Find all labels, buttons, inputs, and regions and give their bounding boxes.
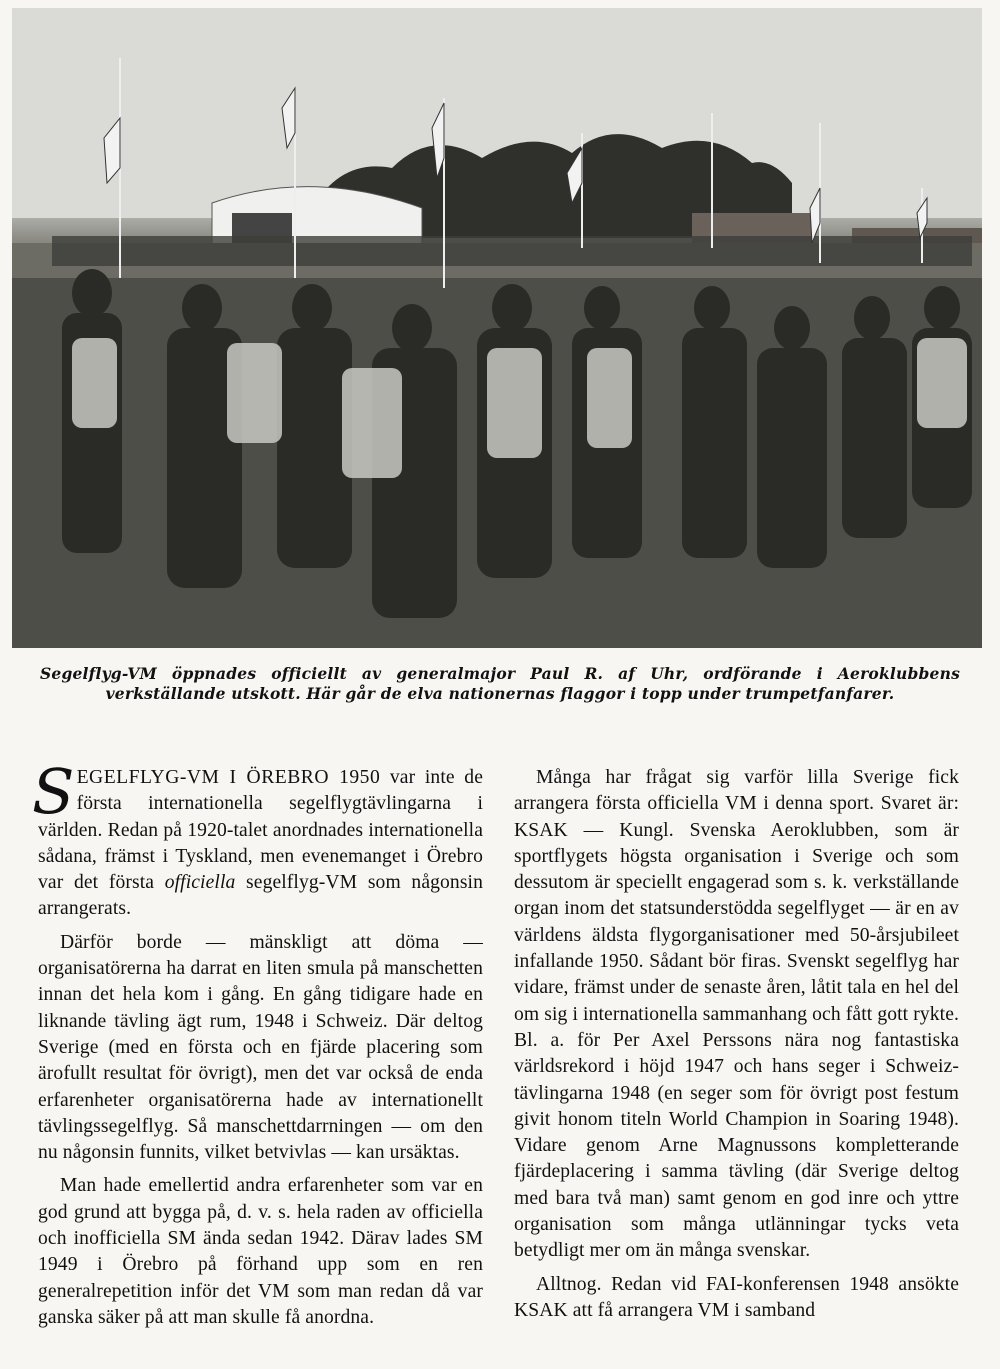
article-column-left bbox=[32, 755, 483, 1338]
drop-cap: S bbox=[32, 755, 75, 828]
article-paragraph-3: Man hade emellertid andra erfarenheter som var en god grund att bygga på, d. v. s. hela raden av officiella och inofficiella SM ända sedan 1942. Därav lades SM 1949 i Örebro på förhand upp som en ren generalrepetition inför det VM som man redan då var ganska säker på att man skulle få anordna. bbox=[38, 1175, 483, 1328]
article-paragraph-4: Många har frågat sig varför lilla Sverige fick arrangera första officiella VM i denna sport. Svaret är: KSAK — Kungl. Svenska Aeroklubben, som är sportflygets högsta organisation i Sverige och som dessutom är speciellt engagerad som s. k. verkställande organ inom det statsunderstödda segelflyget — är en av världens äldsta flygorganisationer med 50-årsjubileet infallande 1950. Sådant bör firas. Svenskt segelflyg har vidare, främst under de senaste åren, låtit tala en hel del om sig i internationella sammanhang och fått gott rykte. Bl. a. för Per Axel Perssons nära nog fantastiska världsrekord i höjd 1947 och hans seger i Schweiz-tävlingarna 1948 (en seger som för övrigt post festum givit honom titeln World Champion in Soaring 1948). Vidare genom Arne Magnussons kompletterande fjärdeplacering i samma tävling (där Sverige deltog med bara två man) samt genom en god inre och yttre organisation som många utlänningar tycks veta betydligt mer om än många svenskar. bbox=[514, 767, 959, 1262]
article-paragraph-5: Alltnog. Redan vid FAI-konferensen 1948 ansökte KSAK att få arrangera VM i samband bbox=[514, 1273, 959, 1321]
paragraph-1-end: segelflyg-VM som någonsin arrangerats. bbox=[38, 872, 483, 920]
article-paragraph-1 bbox=[32, 755, 483, 923]
ceremony-photo bbox=[12, 8, 982, 648]
lead-in: EGELFLYG-VM I ÖREBRO 1950 bbox=[76, 767, 381, 788]
photo-caption: Segelflyg-VM öppnades officiellt av generalmajor Paul R. af Uhr, ordförande i Aeroklubbens verkställande utskott. Här går de elva nationernas flaggor i topp under trumpetfanfarer. bbox=[40, 664, 960, 703]
article-paragraph-2: Därför borde — mänskligt att döma — organisatörerna ha darrat en liten smula på manschetten innan det hela kom i gång. En gång tidigare hade en liknande tävling ägt rum, 1948 i Schweiz. Där deltog Sverige (med en första och en fjärde placering som ärofullt resultat för övrigt), men det var också de enda erfarenheter organisatörerna hade av internationellt tävlingssegelflyg. Så manschettdarrningen — om den nu någonsin funnits, vilket betvivlas — kan ursäktas. bbox=[38, 931, 483, 1164]
paragraph-1-emphasis: officiella bbox=[164, 872, 236, 894]
photo-illustration bbox=[12, 8, 982, 648]
article-column-right bbox=[514, 765, 959, 1331]
paragraph-1-text: var inte de första internationella segelflygtävlingarna i världen. Redan på 1920-talet anordnades internationella sådana, främst i Tyskland, men evenemanget i Örebro var det första bbox=[38, 767, 483, 894]
